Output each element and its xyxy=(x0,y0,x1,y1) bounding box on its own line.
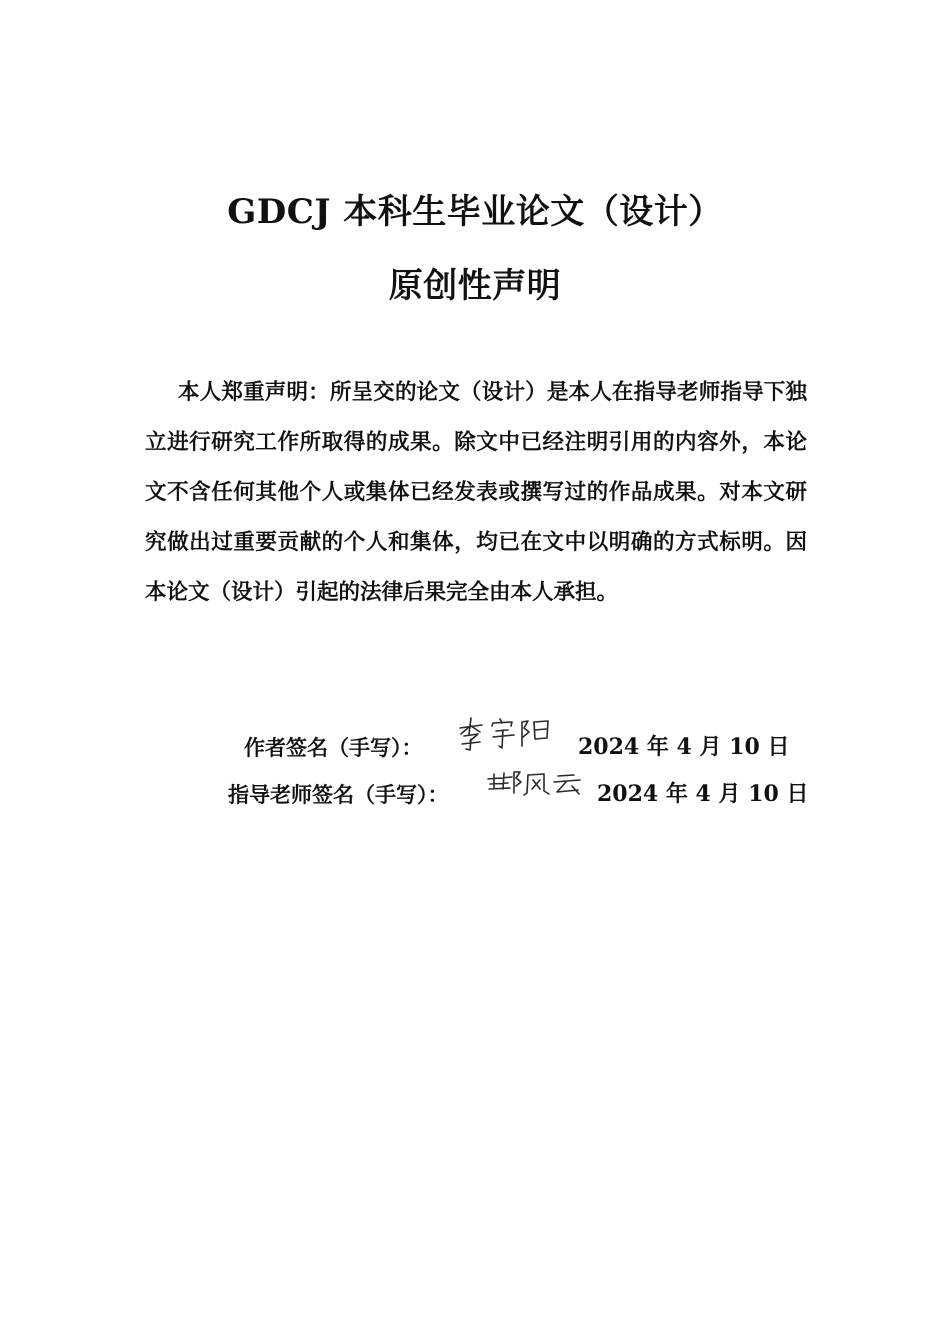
author-handwritten-signature xyxy=(456,714,560,758)
author-signature-date: 2024 年 4 月 10 日 xyxy=(578,734,790,760)
author-signature-label: 作者签名（手写）： xyxy=(244,736,423,760)
advisor-handwritten-signature xyxy=(486,767,586,807)
advisor-signature-date: 2024 年 4 月 10 日 xyxy=(597,781,809,807)
advisor-signature-row xyxy=(0,771,950,811)
document-title: GDCJ 本科生毕业论文（设计） xyxy=(227,192,723,232)
advisor-signature-label: 指导老师签名（手写）： xyxy=(228,783,449,807)
author-signature-row xyxy=(0,724,950,764)
document-subtitle: 原创性声明 xyxy=(388,266,562,306)
declaration-paragraph: 本人郑重声明：所呈交的论文（设计）是本人在指导老师指导下独立进行研究工作所取得的成果。除文中已经注明引用的内容外，本论文不含任何其他个人或集体已经发表或撰写过的作品成果。对本文研究做出过重要贡献的个人和集体，均已在文中以明确的方式标明。因本论文（设计）引起的法律后果完全由本人承担。 xyxy=(145,380,807,605)
